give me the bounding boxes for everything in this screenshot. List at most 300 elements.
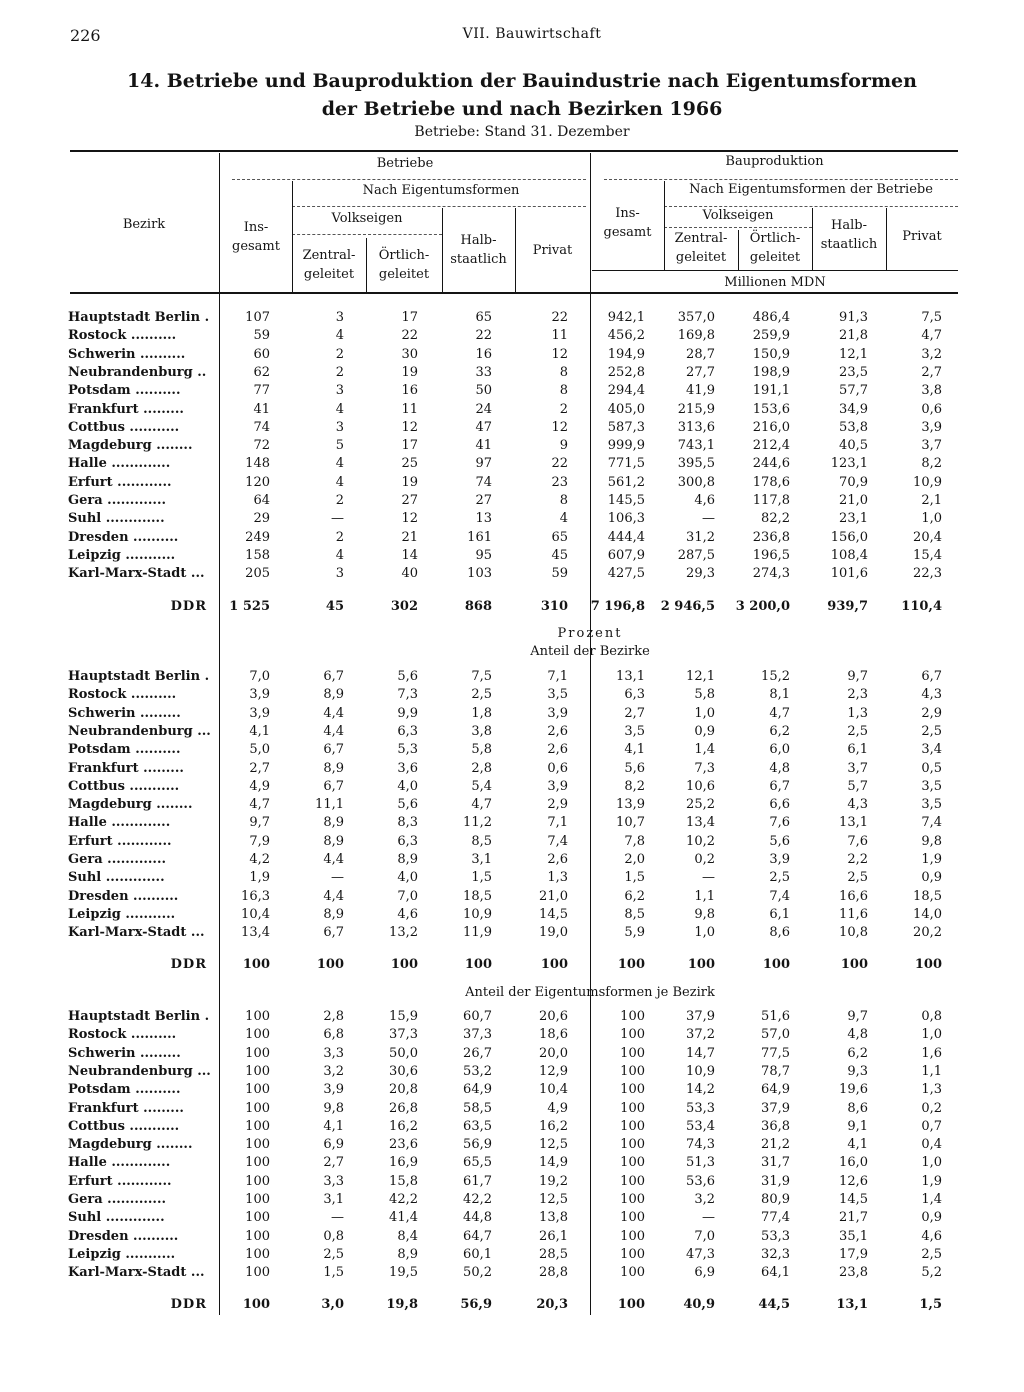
table-cell: 10,9 [463,907,492,922]
table-cell: 2 [335,530,344,545]
table-cell: 4,4 [323,724,344,739]
table-title-line-2: der Betriebe und nach Bezirken 1966 [321,98,723,120]
table-cell: 3 200,0 [735,599,790,614]
table-cell: 100 [620,1192,645,1207]
table-cell: 7,3 [694,761,715,776]
bezirk-label: Erfurt ............ [68,475,172,490]
ddr-total-row [0,598,1024,616]
table-cell: 10,2 [686,834,715,849]
bezirk-label: Magdeburg ........ [68,438,193,453]
table-cell: 33 [475,365,492,380]
header-rule [664,227,812,228]
table-row [0,1081,1024,1099]
table-cell: 6,7 [323,925,344,940]
table-row [0,705,1024,723]
table-cell: 19 [401,365,418,380]
table-cell: 100 [620,1064,645,1079]
table-cell: 216,0 [752,420,790,435]
table-cell: 41 [253,402,270,417]
table-cell: 6,9 [323,1137,344,1152]
table-cell: 5,6 [624,761,645,776]
table-cell: 259,9 [752,328,790,343]
table-cell: 3,3 [323,1046,344,1061]
table-cell: 607,9 [607,548,645,563]
table-cell: 8,5 [624,907,645,922]
table-cell: 1,3 [847,706,868,721]
table-cell: 22 [551,456,568,471]
bezirk-label: Schwerin ......... [68,1046,181,1061]
header-nach-eigentumsformen-betriebe: Nach Eigentumsformen der Betriebe [689,182,933,197]
table-cell: 2,5 [847,870,868,885]
table-cell: 1,6 [921,1046,942,1061]
table-cell: 100 [245,1064,270,1079]
table-row [0,1191,1024,1209]
table-cell: 194,9 [607,347,645,362]
table-cell: 6,7 [323,742,344,757]
table-cell: 6,9 [694,1265,715,1280]
table-cell: 100 [316,957,344,972]
table-cell: 77,4 [761,1210,790,1225]
table-cell: 3,2 [694,1192,715,1207]
table-cell: 12,1 [686,669,715,684]
table-cell: 12 [401,420,418,435]
header-insgesamt-produktion [591,204,664,242]
table-cell: 21,0 [539,889,568,904]
table-cell: 294,4 [607,383,645,398]
table-cell: 77 [253,383,270,398]
table-row [0,723,1024,741]
header-zentral-line-2: geleitet [303,267,355,282]
table-cell: 4 [335,328,344,343]
table-cell: 5,7 [847,779,868,794]
table-cell: 7,5 [471,669,492,684]
table-cell: 12 [551,420,568,435]
table-cell: 8,2 [624,779,645,794]
table-cell: 100 [617,1297,645,1312]
table-cell: 8,9 [397,852,418,867]
table-cell: 3,5 [547,687,568,702]
table-cell: 3 [335,566,344,581]
table-cell: 100 [245,1192,270,1207]
table-cell: 4,3 [847,797,868,812]
table-cell: 4 [559,511,568,526]
table-cell: 3,9 [921,420,942,435]
table-row [0,364,1024,382]
bezirk-label: Rostock .......... [68,1027,177,1042]
table-cell: 64 [253,493,270,508]
table-cell: 868 [464,599,492,614]
table-cell: 100 [840,957,868,972]
table-cell: 8,4 [397,1229,418,1244]
table-cell: 15,4 [913,548,942,563]
table-cell: 40,9 [683,1297,715,1312]
table-cell: 42,2 [389,1192,418,1207]
table-cell: 8,3 [397,815,418,830]
table-cell: 2,5 [921,724,942,739]
table-cell: 6,8 [323,1027,344,1042]
header-zentral-line-1: Zentral- [674,231,728,246]
table-cell: — [331,870,344,885]
table-cell: 14,7 [686,1046,715,1061]
bezirk-label: Rostock .......... [68,687,177,702]
table-cell: 4,6 [921,1229,942,1244]
header-halb-produktion [812,216,886,254]
table-cell: 2,5 [847,724,868,739]
table-cell: 7,8 [624,834,645,849]
table-cell: 14 [401,548,418,563]
table-cell: 100 [617,957,645,972]
table-row [0,851,1024,869]
table-row [0,492,1024,510]
table-cell: 20,3 [536,1297,568,1312]
table-cell: 7,4 [547,834,568,849]
table-cell: 7,6 [847,834,868,849]
table-cell: — [331,1210,344,1225]
table-cell: 13,4 [686,815,715,830]
table-cell: 0,8 [323,1229,344,1244]
table-cell: 117,8 [752,493,790,508]
table-cell: 20,6 [539,1009,568,1024]
table-cell: 10,8 [839,925,868,940]
table-cell: 3,8 [471,724,492,739]
table-cell: 12 [551,347,568,362]
table-cell: 156,0 [830,530,868,545]
table-cell: 4 [335,402,344,417]
table-cell: 14,5 [539,907,568,922]
table-cell: 1,5 [624,870,645,885]
table-row [0,924,1024,942]
table-cell: 100 [242,957,270,972]
table-cell: 2 [559,402,568,417]
table-cell: 11 [401,402,418,417]
table-cell: 22,3 [913,566,942,581]
bezirk-label: Frankfurt ......... [68,1101,184,1116]
table-cell: 70,9 [839,475,868,490]
table-cell: 1,5 [919,1297,942,1312]
table-cell: 12 [401,511,418,526]
table-cell: 0,6 [547,761,568,776]
header-zentral-line-1: Zentral- [302,248,356,263]
table-cell: 13,1 [616,669,645,684]
table-cell: 100 [245,1210,270,1225]
table-cell: 3,8 [921,383,942,398]
header-bottom-rule [70,292,958,294]
table-row [0,1154,1024,1172]
bezirk-label: Leipzig ........... [68,548,176,563]
table-cell: 11,2 [463,815,492,830]
table-cell: 3 [335,310,344,325]
table-row [0,1008,1024,1026]
table-cell: 3,2 [323,1064,344,1079]
table-cell: 8,2 [921,456,942,471]
table-cell: 1,0 [694,706,715,721]
table-cell: 2,6 [547,742,568,757]
table-cell: 9,8 [694,907,715,922]
bezirk-label: Potsdam .......... [68,1082,181,1097]
table-cell: 57,0 [761,1027,790,1042]
table-cell: 1,0 [694,925,715,940]
table-cell: 1,9 [249,870,270,885]
table-cell: 942,1 [607,310,645,325]
table-cell: 158 [245,548,270,563]
table-cell: 2 [335,493,344,508]
table-cell: 19,0 [539,925,568,940]
table-cell: 32,3 [761,1247,790,1262]
table-cell: 62 [253,365,270,380]
table-cell: 4,9 [249,779,270,794]
table-cell: 4,6 [694,493,715,508]
table-cell: 178,6 [752,475,790,490]
table-cell: 100 [914,957,942,972]
table-cell: 53,4 [686,1119,715,1134]
table-cell: 9,8 [921,834,942,849]
table-cell: 4,1 [249,724,270,739]
table-cell: 9,3 [847,1064,868,1079]
table-cell: 31,2 [686,530,715,545]
table-cell: 4,7 [921,328,942,343]
table-cell: 28,8 [539,1265,568,1280]
table-cell: 65,5 [463,1155,492,1170]
bezirk-label: Erfurt ............ [68,1174,172,1189]
table-row [0,814,1024,832]
table-cell: 8 [559,365,568,380]
table-cell: 37,9 [761,1101,790,1116]
table-cell: 23,1 [839,511,868,526]
table-cell: 9,7 [249,815,270,830]
table-cell: 120 [245,475,270,490]
table-row [0,833,1024,851]
table-cell: 47,3 [686,1247,715,1262]
table-cell: 61,7 [463,1174,492,1189]
header-bezirk: Bezirk [122,217,166,232]
table-cell: 1,5 [323,1265,344,1280]
bezirk-label: Frankfurt ......... [68,761,184,776]
table-cell: 2 946,5 [660,599,715,614]
table-cell: 58,5 [463,1101,492,1116]
table-cell: 56,9 [463,1137,492,1152]
table-cell: 8,9 [323,815,344,830]
table-row [0,1228,1024,1246]
table-cell: 8,9 [397,1247,418,1262]
table-row [0,565,1024,583]
table-cell: 10,9 [913,475,942,490]
section-anteil-bezirke: Anteil der Bezirke [530,644,650,659]
table-cell: 1,4 [921,1192,942,1207]
table-cell: 3,9 [547,706,568,721]
table-cell: 3,5 [921,779,942,794]
table-cell: 5,9 [624,925,645,940]
table-cell: 8,9 [323,834,344,849]
table-cell: 8,5 [471,834,492,849]
header-zentral-line-2: geleitet [675,250,727,265]
table-cell: 100 [620,1137,645,1152]
table-cell: 20,8 [389,1082,418,1097]
table-cell: 28,7 [686,347,715,362]
bezirk-label: Hauptstadt Berlin . [68,669,210,684]
table-cell: 9,9 [397,706,418,721]
table-cell: 4,7 [471,797,492,812]
table-cell: 3,9 [249,706,270,721]
table-row [0,346,1024,364]
table-cell: 100 [245,1046,270,1061]
table-cell: 16,3 [241,889,270,904]
table-cell: 44,8 [463,1210,492,1225]
table-cell: 2,9 [547,797,568,812]
bezirk-label: Erfurt ............ [68,834,172,849]
table-cell: 26,7 [463,1046,492,1061]
header-halb-line-1: Halb- [831,218,867,233]
table-cell: 100 [620,1265,645,1280]
table-cell: 4 [335,548,344,563]
header-volkseigen: Volkseigen [331,211,403,226]
table-cell: 7,1 [547,815,568,830]
table-cell: 1,4 [694,742,715,757]
table-cell: 10,9 [686,1064,715,1079]
header-insgesamt-line-1: Ins- [615,206,640,221]
table-cell: 100 [245,1137,270,1152]
header-rule [292,234,442,235]
bezirk-label: Karl-Marx-Stadt ... [68,1265,205,1280]
bezirk-label: Leipzig ........... [68,907,176,922]
table-cell: 2,9 [921,706,942,721]
bezirk-label: Suhl ............. [68,870,165,885]
bezirk-label: Karl-Marx-Stadt ... [68,925,205,940]
table-cell: 22 [401,328,418,343]
table-cell: 3,5 [921,797,942,812]
table-cell: 27 [475,493,492,508]
table-cell: 8,6 [769,925,790,940]
table-cell: 9,8 [323,1101,344,1116]
table-cell: 196,5 [752,548,790,563]
page-number: 226 [70,26,101,45]
table-cell: 21,7 [839,1210,868,1225]
table-cell: 2,7 [323,1155,344,1170]
table-cell: 3 [335,420,344,435]
table-row [0,309,1024,327]
table-cell: 63,5 [463,1119,492,1134]
table-cell: 47 [475,420,492,435]
table-cell: 7,1 [547,669,568,684]
table-cell: 21,0 [839,493,868,508]
table-cell: 11,1 [315,797,344,812]
table-cell: 8,1 [769,687,790,702]
table-cell: 0,6 [921,402,942,417]
table-cell: 60,1 [463,1247,492,1262]
table-cell: 6,1 [847,742,868,757]
bezirk-label: Potsdam .......... [68,742,181,757]
table-cell: 3,9 [323,1082,344,1097]
table-cell: 100 [540,957,568,972]
table-cell: 13,8 [539,1210,568,1225]
bezirk-label: Leipzig ........... [68,1247,176,1262]
table-cell: 19,2 [539,1174,568,1189]
table-cell: 8,6 [847,1101,868,1116]
table-cell: 2,5 [471,687,492,702]
header-oertlich-line-2: geleitet [749,250,801,265]
table-cell: 169,8 [677,328,715,343]
table-cell: 0,5 [921,761,942,776]
table-cell: 252,8 [607,365,645,380]
table-cell: 1 525 [229,599,270,614]
table-cell: 23,5 [839,365,868,380]
table-cell: 11,6 [839,907,868,922]
table-row [0,741,1024,759]
table-cell: 7,4 [769,889,790,904]
table-cell: 2,8 [471,761,492,776]
bezirk-label: DDR [170,599,207,614]
table-cell: 40 [401,566,418,581]
table-cell: 29,3 [686,566,715,581]
table-cell: 3,0 [321,1297,344,1312]
header-insgesamt-line-1: Ins- [243,220,269,235]
table-row [0,888,1024,906]
bezirk-label: Karl-Marx-Stadt ... [68,566,205,581]
header-insgesamt-line-2: gesamt [603,225,652,240]
bezirk-label: Frankfurt ......... [68,402,184,417]
table-row [0,1209,1024,1227]
bezirk-label: Halle ............. [68,1155,171,1170]
table-cell: 771,5 [607,456,645,471]
table-cell: 65 [551,530,568,545]
table-cell: 236,8 [752,530,790,545]
table-cell: 91,3 [839,310,868,325]
table-cell: 19 [401,475,418,490]
table-cell: 100 [245,1082,270,1097]
bezirk-label: Dresden .......... [68,530,179,545]
table-cell: 28,5 [539,1247,568,1262]
table-cell: 5,8 [471,742,492,757]
bezirk-label: Halle ............. [68,456,171,471]
table-row [0,547,1024,565]
table-cell: 100 [245,1155,270,1170]
table-cell: 100 [620,1082,645,1097]
table-row [0,327,1024,345]
table-cell: 27,7 [686,365,715,380]
table-cell: 274,3 [752,566,790,581]
table-cell: 287,5 [677,548,715,563]
table-cell: 8,9 [323,907,344,922]
header-bauproduktion: Bauproduktion [725,154,824,169]
table-cell: 14,9 [539,1155,568,1170]
table-cell: 1,3 [921,1082,942,1097]
table-cell: 4,9 [547,1101,568,1116]
table-cell: 7,5 [921,310,942,325]
table-cell: 50,0 [389,1046,418,1061]
table-cell: 100 [245,1265,270,1280]
table-cell: 4,8 [769,761,790,776]
table-cell: 41,4 [389,1210,418,1225]
table-cell: 6,2 [624,889,645,904]
table-cell: 18,5 [913,889,942,904]
table-cell: 2,7 [624,706,645,721]
table-cell: 6,7 [921,669,942,684]
table-cell: 9 [559,438,568,453]
table-cell: 8 [559,493,568,508]
table-cell: 10,7 [616,815,645,830]
table-cell: 6,1 [769,907,790,922]
bezirk-label: Neubrandenburg .. [68,365,207,380]
table-cell: 300,8 [677,475,715,490]
table-row [0,1173,1024,1191]
table-cell: 100 [620,1210,645,1225]
table-cell: 123,1 [830,456,868,471]
bezirk-label: DDR [170,1297,207,1312]
table-cell: 95 [475,548,492,563]
header-privat-produktion: Privat [902,229,942,244]
table-cell: 0,4 [921,1137,942,1152]
bezirk-label: Dresden .......... [68,889,179,904]
table-cell: 56,9 [460,1297,492,1312]
